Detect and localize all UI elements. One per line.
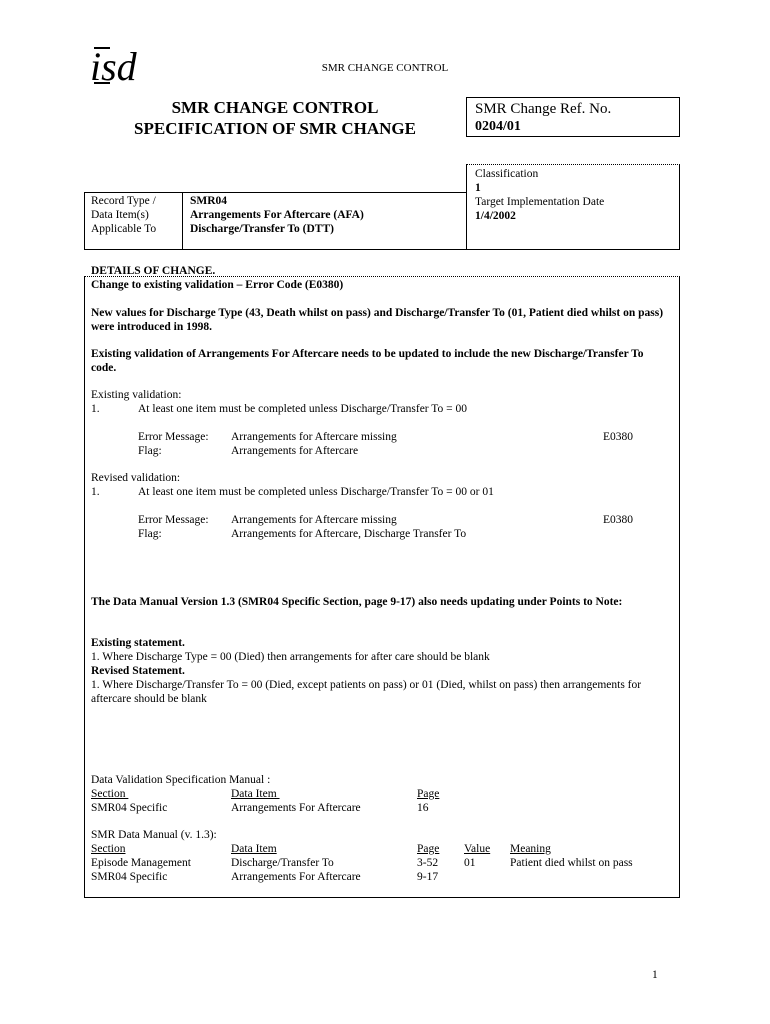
details-subheading: Change to existing validation – Error Code (E0380)	[91, 279, 344, 291]
manual-note: The Data Manual Version 1.3 (SMR04 Specific Section, page 9-17) also needs updating under Points to Note:	[91, 596, 623, 608]
record-value-1: SMR04	[190, 195, 228, 207]
dvsm-row-page: 16	[417, 802, 429, 814]
smr-row2-page: 9-17	[417, 871, 439, 883]
existing-flag-text: Arrangements for Aftercare	[231, 445, 359, 457]
smr-header-meaning: Meaning	[510, 843, 551, 855]
dvsm-header-section: Section	[91, 788, 129, 800]
dvsm-row-section: SMR04 Specific	[91, 802, 168, 814]
details-heading: DETAILS OF CHANGE.	[91, 265, 216, 277]
smr-header-data-item: Data Item	[231, 843, 277, 855]
revised-validation-num: 1.	[91, 486, 100, 498]
record-divider	[182, 192, 183, 250]
details-para-2: Existing validation of Arrangements For Aftercare needs to be updated to include the new Discharge/Transfer To code.	[91, 348, 644, 374]
dvsm-header-page: Page	[417, 788, 440, 800]
existing-validation-rule: At least one item must be completed unless Discharge/Transfer To = 00	[138, 403, 468, 415]
smr-row1-section: Episode Management	[91, 857, 191, 869]
record-value-3: Discharge/Transfer To (DTT)	[190, 223, 334, 235]
target-date-label: Target Implementation Date	[475, 196, 605, 208]
page-subtitle: SPECIFICATION OF SMR CHANGE	[134, 119, 416, 138]
details-para-1: New values for Discharge Type (43, Death whilst on pass) and Discharge/Transfer To (01, Patient died whilst on pass) were introduced in 1998.	[91, 307, 664, 333]
classification-box	[466, 164, 680, 250]
reference-value: 0204/01	[475, 119, 521, 134]
revised-statement-label: Revised Statement.	[91, 665, 185, 677]
smr-manual-title: SMR Data Manual (v. 1.3):	[91, 829, 217, 841]
existing-error-text: Arrangements for Aftercare missing	[231, 431, 397, 443]
record-value-2: Arrangements For Aftercare (AFA)	[190, 209, 364, 221]
existing-statement-label: Existing statement.	[91, 637, 185, 649]
record-label-2: Data Item(s)	[91, 209, 149, 221]
smr-row1-page: 3-52	[417, 857, 439, 869]
revised-error-text: Arrangements for Aftercare missing	[231, 514, 397, 526]
revised-validation-rule: At least one item must be completed unless Discharge/Transfer To = 00 or 01	[138, 486, 494, 498]
form-header-title: SMR CHANGE CONTROL	[321, 62, 449, 74]
smr-row2-section: SMR04 Specific	[91, 871, 168, 883]
revised-statement: 1. Where Discharge/Transfer To = 00 (Died, except patients on pass) or 01 (Died, whilst on pass) then arrangements for aftercare should be blank	[91, 679, 642, 705]
revised-error-label: Error Message:	[138, 514, 209, 526]
smr-header-page: Page	[417, 843, 440, 855]
existing-error-code: E0380	[603, 431, 634, 443]
dvsm-header-data-item: Data Item	[231, 788, 280, 800]
record-label-1: Record Type /	[91, 195, 156, 207]
svg-text:isd: isd	[90, 44, 137, 88]
page-title: SMR CHANGE CONTROL	[171, 98, 379, 117]
smr-row1-data-item: Discharge/Transfer To	[231, 857, 334, 869]
existing-flag-label: Flag:	[138, 445, 162, 457]
dvsm-title: Data Validation Specification Manual :	[91, 774, 271, 786]
target-date-value: 1/4/2002	[475, 210, 516, 222]
smr-row1-meaning: Patient died whilst on pass	[510, 857, 633, 869]
page-number: 1	[652, 969, 658, 981]
dvsm-row-data-item: Arrangements For Aftercare	[231, 802, 361, 814]
smr-header-value: Value	[464, 843, 491, 855]
smr-header-section: Section	[91, 843, 126, 855]
classification-top-rule	[466, 164, 680, 165]
revised-flag-label: Flag:	[138, 528, 162, 540]
existing-statement: 1. Where Discharge Type = 00 (Died) then arrangements for after care should be blank	[91, 651, 490, 663]
revised-error-code: E0380	[603, 514, 634, 526]
existing-validation-num: 1.	[91, 403, 100, 415]
reference-box	[466, 97, 680, 137]
existing-error-label: Error Message:	[138, 431, 209, 443]
classification-value: 1	[475, 182, 481, 194]
revised-validation-title: Revised validation:	[91, 472, 181, 484]
record-label-3: Applicable To	[91, 223, 157, 235]
classification-label: Classification	[475, 168, 539, 180]
existing-validation-title: Existing validation:	[91, 389, 182, 401]
revised-flag-text: Arrangements for Aftercare, Discharge Transfer To	[231, 528, 467, 540]
smr-row1-value: 01	[464, 857, 476, 869]
smr-row2-data-item: Arrangements For Aftercare	[231, 871, 361, 883]
reference-label: SMR Change Ref. No.	[475, 101, 612, 117]
